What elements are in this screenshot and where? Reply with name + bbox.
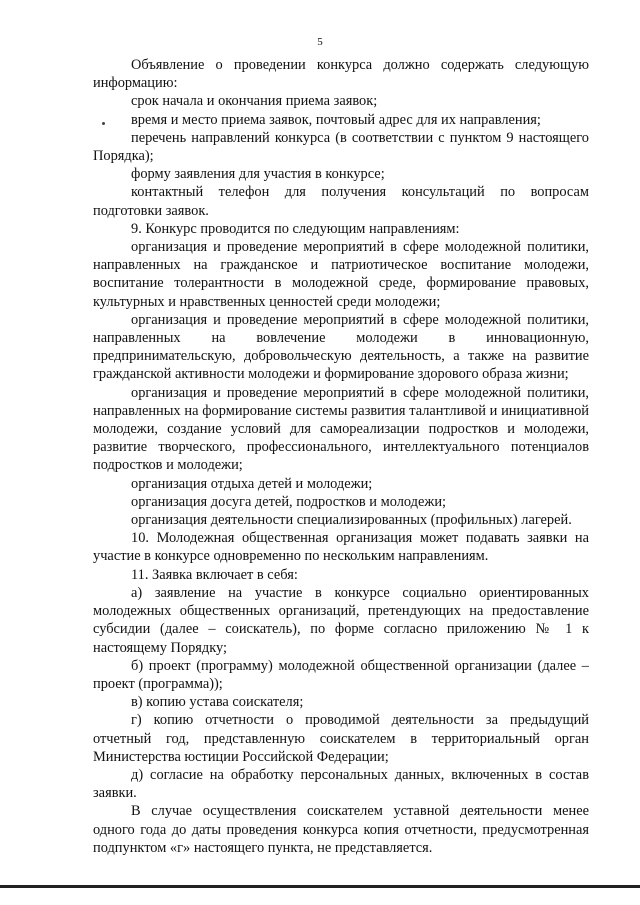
list-item: в) копию устава соискателя; — [131, 694, 304, 711]
paragraph: Объявление о проведении конкурса должно содержать следующую информацию: — [93, 57, 589, 92]
scan-artifact — [102, 122, 105, 125]
section-heading: 11. Заявка включает в себя: — [131, 566, 298, 583]
section-heading: 9. Конкурс проводится по следующим направлениям: — [131, 220, 460, 237]
list-item: организация и проведение мероприятий в сфере молодежной политики, направленных на гражданское и патриотическое воспитание молодежи, воспитание толерантности в молодежной среде, формирование правовых, культурных и нравственных ценностей среди молодежи; — [93, 239, 589, 310]
list-item: перечень направлений конкурса (в соответствии с пунктом 9 настоящего Порядка); — [93, 129, 589, 165]
list-item: срок начала и окончания приема заявок; — [131, 93, 378, 110]
list-item: организация и проведение мероприятий в сфере молодежной политики, направленных на формирование системы развития талантливой и инициативной молодежи, создание условий для самореализации подростков и молодежи, развитие творческого, профессионального, интеллектуального потенциалов подростков и молодежи; — [93, 384, 589, 474]
list-item: г) копию отчетности о проводимой деятельности за предыдущий отчетный год, представленную соискателем в территориальный орган Министерства юстиции Российской Федерации; — [93, 712, 589, 765]
list-item: д) согласие на обработку персональных данных, включенных в состав заявки. — [93, 766, 589, 802]
list-item: б) проект (программу) молодежной общественной организации (далее – проект (программа)); — [93, 657, 589, 692]
list-item: организация и проведение мероприятий в сфере молодежной политики, направленных на вовлечение молодежи в инновационную, предпринимательскую, добровольческую деятельность, а также на развитие гражданской активности молодежи и формирование здорового образа жизни; — [93, 311, 589, 383]
list-item: время и место приема заявок, почтовый адрес для их направления; — [131, 111, 541, 128]
paragraph: 10. Молодежная общественная организация может подавать заявки на участие в конкурсе одновременно по нескольким направлениям. — [93, 530, 589, 565]
list-item: организация досуга детей, подростков и молодежи; — [131, 493, 447, 510]
paragraph: В случае осуществления соискателем уставной деятельности менее одного года до даты проведения конкурса копия отчетности, предусмотренная подпунктом «г» настоящего пункта, не представляется. — [93, 803, 589, 856]
page-number: 5 — [317, 36, 323, 48]
list-item: а) заявление на участие в конкурсе социально ориентированных молодежных общественных организаций, претендующих на предоставление субсидии (далее – соискатель), по форме согласно приложению № 1 к настоящему Порядку; — [93, 584, 589, 656]
list-item: контактный телефон для получения консультаций по вопросам подготовки заявок. — [93, 184, 589, 219]
list-item: организация деятельности специализированных (профильных) лагерей. — [131, 512, 572, 529]
page-bottom-edge — [0, 885, 640, 888]
list-item: организация отдыха детей и молодежи; — [131, 475, 373, 492]
document-body — [93, 56, 589, 857]
list-item: форму заявления для участия в конкурсе; — [131, 166, 385, 183]
